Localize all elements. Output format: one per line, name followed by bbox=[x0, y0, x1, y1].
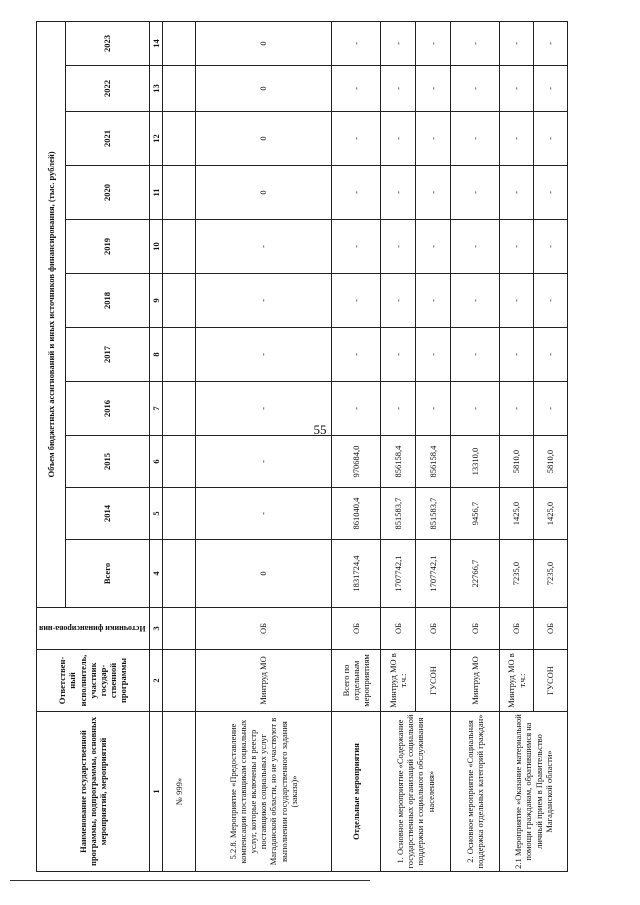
header-year: 2022 bbox=[65, 66, 149, 112]
row-total: 0 bbox=[196, 540, 332, 608]
row-value: - bbox=[331, 274, 380, 328]
col-number: 12 bbox=[149, 112, 163, 166]
col-number: 13 bbox=[149, 66, 163, 112]
row-responsible: Минтруд МО bbox=[450, 650, 499, 712]
row-value: - bbox=[380, 112, 415, 166]
row-source bbox=[163, 608, 196, 650]
row-value: - bbox=[380, 166, 415, 220]
row-value: 0 bbox=[196, 21, 332, 65]
row-value: - bbox=[534, 112, 568, 166]
row-value: 0 bbox=[196, 112, 332, 166]
row-total: 7235,0 bbox=[500, 540, 534, 608]
row-name: № 999» bbox=[163, 712, 196, 872]
row-value: - bbox=[196, 274, 332, 328]
row-value: 970684,0 bbox=[331, 436, 380, 488]
row-responsible: Минтруд МО bbox=[196, 650, 332, 712]
row-value: - bbox=[450, 328, 499, 382]
col-number: 3 bbox=[149, 608, 163, 650]
row-value bbox=[163, 488, 196, 540]
col-number: 10 bbox=[149, 220, 163, 274]
row-value: - bbox=[450, 382, 499, 436]
row-value: - bbox=[500, 274, 534, 328]
row-value: - bbox=[534, 274, 568, 328]
row-value: - bbox=[380, 66, 415, 112]
row-value: - bbox=[380, 274, 415, 328]
table-row bbox=[196, 21, 332, 871]
col-number: 2 bbox=[149, 650, 163, 712]
row-value: 5810,0 bbox=[534, 436, 568, 488]
header-name: Наименование государственной программы, подпрограммы, основных мероприятий, мероприятий bbox=[37, 712, 150, 872]
row-value: - bbox=[380, 382, 415, 436]
row-responsible: Минтруд МО в т.ч.: bbox=[380, 650, 415, 712]
row-value: - bbox=[331, 112, 380, 166]
row-value: - bbox=[196, 382, 332, 436]
row-value: - bbox=[500, 220, 534, 274]
funding-table bbox=[36, 21, 568, 872]
row-responsible bbox=[163, 650, 196, 712]
row-name: 1. Основное мероприятие «Содержание государственных организаций социальной поддержки и социального обслуживания населения» bbox=[380, 712, 450, 872]
row-value: - bbox=[500, 328, 534, 382]
header-total: Всего bbox=[65, 540, 149, 608]
row-value: - bbox=[331, 382, 380, 436]
row-value: - bbox=[500, 166, 534, 220]
header-year: 2019 bbox=[65, 220, 149, 274]
row-value: - bbox=[500, 112, 534, 166]
row-value: - bbox=[415, 21, 450, 65]
row-value bbox=[163, 436, 196, 488]
footer-divider bbox=[10, 880, 370, 881]
row-value: 0 bbox=[196, 166, 332, 220]
row-value: - bbox=[450, 66, 499, 112]
row-source: ОБ bbox=[500, 608, 534, 650]
row-name: 2.1 Мероприятие «Оказание материальной помощи гражданам, обратившимся на личный прием в Правительство Магаданской области» bbox=[500, 712, 568, 872]
row-responsible: ГУСОН bbox=[534, 650, 568, 712]
row-value bbox=[163, 328, 196, 382]
row-value: - bbox=[534, 220, 568, 274]
row-value: 861040,4 bbox=[331, 488, 380, 540]
header-source bbox=[37, 608, 150, 650]
row-total: 7235,0 bbox=[534, 540, 568, 608]
row-value bbox=[163, 21, 196, 65]
row-value: - bbox=[196, 436, 332, 488]
row-source: ОБ bbox=[196, 608, 332, 650]
row-value: 1425,0 bbox=[534, 488, 568, 540]
header-funding-title: Объем бюджетных ассигнований и иных источников финансирования, (тыс. рублей) bbox=[37, 21, 66, 607]
header-year: 2021 bbox=[65, 112, 149, 166]
row-value: - bbox=[380, 328, 415, 382]
row-source: ОБ bbox=[534, 608, 568, 650]
row-value: - bbox=[415, 328, 450, 382]
row-name: 2. Основное мероприятие «Социальная поддержка отдельных категорий граждан» bbox=[450, 712, 499, 872]
row-value: 5810,0 bbox=[500, 436, 534, 488]
col-number: 4 bbox=[149, 540, 163, 608]
row-value: - bbox=[415, 220, 450, 274]
row-value: - bbox=[331, 328, 380, 382]
row-value: - bbox=[534, 166, 568, 220]
header-year: 2018 bbox=[65, 274, 149, 328]
row-value: 0 bbox=[196, 66, 332, 112]
table-row bbox=[450, 21, 499, 871]
row-responsible: Минтруд МО в т.ч.: bbox=[500, 650, 534, 712]
col-number: 9 bbox=[149, 274, 163, 328]
row-total: 1831724,4 bbox=[331, 540, 380, 608]
col-number: 8 bbox=[149, 328, 163, 382]
row-source: ОБ bbox=[450, 608, 499, 650]
row-value: - bbox=[500, 66, 534, 112]
row-value: 856158,4 bbox=[415, 436, 450, 488]
row-value: 856158,4 bbox=[380, 436, 415, 488]
header-responsible: Ответствен-ный исполнитель, участник государ-ственной программы bbox=[37, 650, 150, 712]
row-value: - bbox=[450, 21, 499, 65]
row-name: Отдельные мероприятия bbox=[331, 712, 380, 872]
col-number: 11 bbox=[149, 166, 163, 220]
row-value bbox=[163, 274, 196, 328]
row-value: - bbox=[331, 220, 380, 274]
row-value: - bbox=[415, 66, 450, 112]
header-year: 2023 bbox=[65, 21, 149, 65]
row-value: 9456,7 bbox=[450, 488, 499, 540]
row-value bbox=[163, 166, 196, 220]
row-value: - bbox=[196, 220, 332, 274]
row-value: - bbox=[534, 328, 568, 382]
row-value: - bbox=[380, 21, 415, 65]
row-value: - bbox=[534, 21, 568, 65]
header-year: 2016 bbox=[65, 382, 149, 436]
row-value bbox=[163, 382, 196, 436]
row-value: - bbox=[331, 21, 380, 65]
row-total: 1707742,1 bbox=[380, 540, 415, 608]
row-source: ОБ bbox=[415, 608, 450, 650]
row-value: - bbox=[415, 382, 450, 436]
row-total: 22766,7 bbox=[450, 540, 499, 608]
row-value: - bbox=[500, 21, 534, 65]
row-value bbox=[163, 66, 196, 112]
table-row bbox=[500, 21, 534, 871]
header-source-text: Источники финансирова-ния bbox=[39, 624, 147, 634]
header-year: 2014 bbox=[65, 488, 149, 540]
row-value: - bbox=[534, 382, 568, 436]
row-value: - bbox=[380, 220, 415, 274]
col-number: 6 bbox=[149, 436, 163, 488]
col-number: 5 bbox=[149, 488, 163, 540]
row-value: - bbox=[415, 274, 450, 328]
row-value: - bbox=[196, 328, 332, 382]
row-value: - bbox=[196, 488, 332, 540]
row-value: 13310,0 bbox=[450, 436, 499, 488]
row-value: - bbox=[450, 112, 499, 166]
table-row bbox=[331, 21, 380, 871]
row-responsible: ГУСОН bbox=[415, 650, 450, 712]
row-value bbox=[163, 220, 196, 274]
row-value: 1425,0 bbox=[500, 488, 534, 540]
row-total: 1707742,1 bbox=[415, 540, 450, 608]
table-row bbox=[380, 21, 415, 871]
row-value: 851583,7 bbox=[380, 488, 415, 540]
row-value: - bbox=[450, 166, 499, 220]
row-value: - bbox=[415, 112, 450, 166]
col-number: 7 bbox=[149, 382, 163, 436]
row-total bbox=[163, 540, 196, 608]
row-value: - bbox=[415, 166, 450, 220]
row-value bbox=[163, 112, 196, 166]
row-name: 5.2.8. Мероприятие «Предоставление компенсации поставщикам социальных услуг, которые включены в реестр поставщиков социальных услуг Магаданской области, но не участвуют в выполнении государственного задания (заказа)» bbox=[196, 712, 332, 872]
header-year: 2017 bbox=[65, 328, 149, 382]
col-number: 14 bbox=[149, 21, 163, 65]
row-value: - bbox=[450, 274, 499, 328]
row-responsible: Всего по отдельным мероприятиям bbox=[331, 650, 380, 712]
row-value: - bbox=[331, 66, 380, 112]
col-number: 1 bbox=[149, 712, 163, 872]
row-source: ОБ bbox=[380, 608, 415, 650]
table-row bbox=[163, 21, 196, 871]
row-value: - bbox=[331, 166, 380, 220]
page-number: 55 bbox=[313, 422, 327, 437]
header-year: 2015 bbox=[65, 436, 149, 488]
row-value: - bbox=[450, 220, 499, 274]
row-value: 851583,7 bbox=[415, 488, 450, 540]
header-year: 2020 bbox=[65, 166, 149, 220]
row-value: - bbox=[534, 66, 568, 112]
rotated-table-container bbox=[36, 22, 568, 872]
row-value: - bbox=[500, 382, 534, 436]
row-source: ОБ bbox=[331, 608, 380, 650]
